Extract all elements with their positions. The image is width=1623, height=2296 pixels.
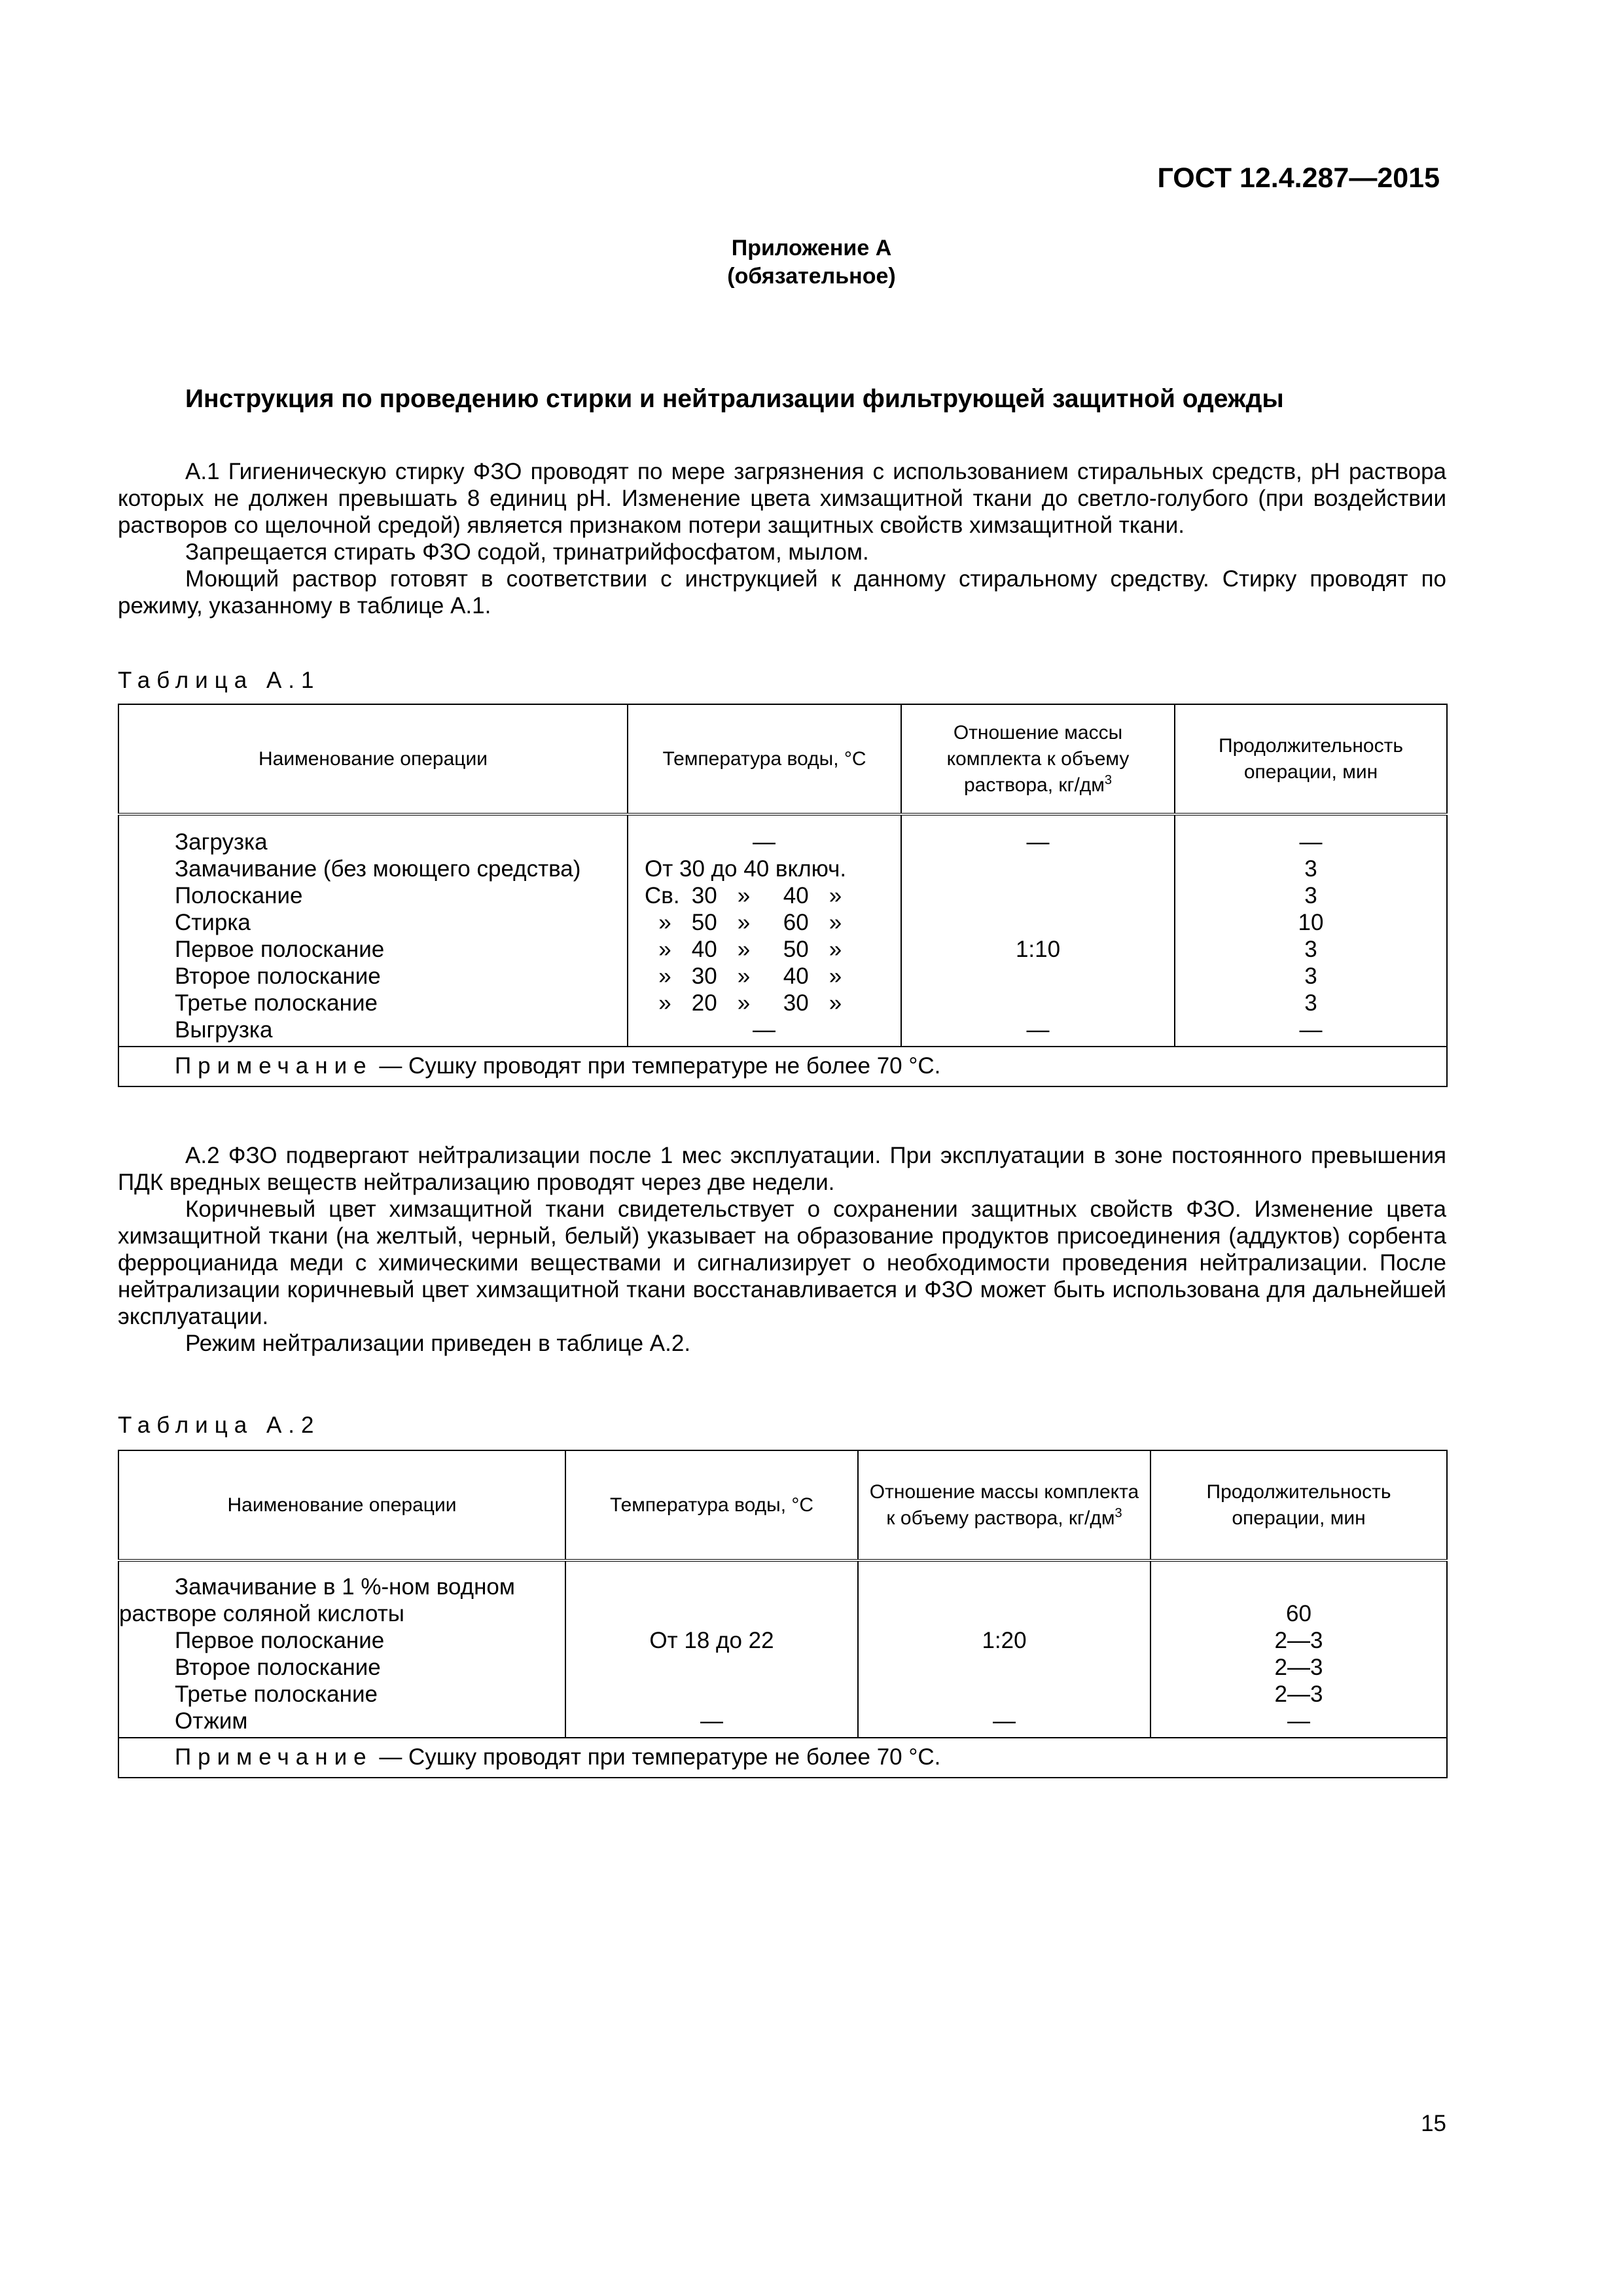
paragraph: А.2 ФЗО подвергают нейтрализации после 1 мес эксплуатации. При эксплуатации в зоне постоянного превышения ПДК вредных веществ нейтрализацию проводят через две недели. xyxy=(118,1143,1446,1195)
table-cell: 2—3 xyxy=(1274,1628,1323,1653)
table-cell: 3 xyxy=(1304,856,1317,882)
table-cell: 1:20 xyxy=(982,1628,1027,1653)
table-cell: — xyxy=(1299,829,1323,855)
temperature-cell xyxy=(628,814,901,1047)
table-cell: Второе полоскание xyxy=(175,963,381,989)
appendix-status: (обязательное) xyxy=(727,264,896,289)
column-header: Температура воды, °С xyxy=(565,1450,858,1560)
column-header: Наименование операции xyxy=(118,1450,565,1560)
table-cell: Загрузка xyxy=(175,829,268,855)
table-cell: Стирка xyxy=(175,910,251,935)
table-cell: 3 xyxy=(1304,990,1317,1016)
section-a2 xyxy=(118,1142,1446,1357)
column-header: Продолжительность операции, мин xyxy=(1175,704,1447,814)
column-header: Отношение массы комплекта к объему раствора, $кг/дм^3$ xyxy=(858,1450,1150,1560)
duration-cell xyxy=(1175,814,1447,1047)
table-cell: — xyxy=(753,829,776,855)
table-cell: Замачивание (без моющего средства) xyxy=(175,856,581,882)
table-cell: — xyxy=(1026,829,1050,855)
table-cell: 3 xyxy=(1304,963,1317,989)
appendix-title: Приложение А xyxy=(731,236,892,260)
table-cell: От 18 до 22 xyxy=(649,1628,774,1653)
table-a2 xyxy=(118,1450,1448,1778)
note-label: Примечание xyxy=(175,1053,373,1079)
table-cell: Второе полоскание xyxy=(175,1655,381,1680)
table-cell: От 30 до 40 включ. xyxy=(645,856,847,882)
table-cell: — xyxy=(993,1708,1016,1734)
paragraph: Запрещается стирать ФЗО содой, тринатрийфосфатом, мылом. xyxy=(185,539,869,565)
table-cell: Первое полоскание xyxy=(175,937,385,962)
ratio-cell xyxy=(901,814,1175,1047)
table-cell: 1:10 xyxy=(1015,937,1061,962)
table-cell: — xyxy=(700,1708,723,1734)
table-cell: 60 xyxy=(1286,1601,1311,1626)
table-a1-caption: Таблица А.1 xyxy=(118,668,321,693)
note-text: — Сушку проводят при температуре не более 70 °С. xyxy=(372,1744,941,1770)
table-a2-caption: Таблица А.2 xyxy=(118,1412,321,1438)
ratio-cell xyxy=(858,1560,1150,1738)
column-header: Продолжительность операции, мин xyxy=(1150,1450,1447,1560)
note-label: Примечание xyxy=(175,1744,373,1770)
table-cell: Св. 30 » 40 » xyxy=(645,883,842,908)
operations-cell xyxy=(118,814,628,1047)
table-cell: Третье полоскание xyxy=(175,1681,378,1707)
standard-code: ГОСТ 12.4.287—2015 xyxy=(1157,162,1440,194)
table-cell: 3 xyxy=(1304,883,1317,908)
page-number: 15 xyxy=(1421,2111,1446,2136)
paragraph: Коричневый цвет химзащитной ткани свидетельствует о сохранении защитных свойств ФЗО. Изменение цвета химзащитной ткани (на желтый, черный, белый) указывает на образование продуктов присоединения (аддуктов) сорбента ферроцианида меди с химическими веществами и сигнализирует о необходимости проведения нейтрализации. После нейтрализации коричневый цвет химзащитной ткани восстанавливается и ФЗО может быть использована для дальнейшей эксплуатации. xyxy=(118,1196,1446,1329)
table-cell: » 20 » 30 » xyxy=(658,990,842,1016)
column-header: Отношение массы комплекта к объему раствора, $кг/дм^3$ xyxy=(901,704,1175,814)
table-cell: 2—3 xyxy=(1274,1681,1323,1707)
document-title: Инструкция по проведению стирки и нейтрализации фильтрующей защитной одежды xyxy=(185,385,1284,413)
table-a1 xyxy=(118,704,1448,1087)
table-cell: Выгрузка xyxy=(175,1017,273,1043)
table-cell: Замачивание в 1 %-ном водном xyxy=(175,1574,515,1600)
note-text: — Сушку проводят при температуре не более 70 °С. xyxy=(372,1053,941,1079)
temperature-cell xyxy=(565,1560,858,1738)
table-cell: Первое полоскание xyxy=(175,1628,385,1653)
table-cell: 3 xyxy=(1304,937,1317,962)
table-cell: Третье полоскание xyxy=(175,990,378,1016)
table-cell: Полоскание xyxy=(175,883,303,908)
operations-cell xyxy=(118,1560,565,1738)
paragraph: Режим нейтрализации приведен в таблице А.2. xyxy=(185,1331,691,1356)
column-header: Температура воды, °С xyxy=(628,704,901,814)
table-cell: — xyxy=(753,1017,776,1043)
table-cell: — xyxy=(1287,1708,1310,1734)
table-cell: — xyxy=(1299,1017,1323,1043)
paragraph: Моющий раствор готовят в соответствии с инструкцией к данному стиральному средству. Стирку проводят по режиму, указанному в таблице А.1. xyxy=(118,566,1446,619)
table-note xyxy=(118,1738,1447,1778)
table-cell: 10 xyxy=(1298,910,1324,935)
table-cell: 2—3 xyxy=(1274,1655,1323,1680)
table-cell: Отжим xyxy=(175,1708,248,1734)
table-cell: растворе соляной кислоты xyxy=(119,1601,404,1626)
column-header: Наименование операции xyxy=(118,704,628,814)
duration-cell xyxy=(1150,1560,1447,1738)
section-a1 xyxy=(118,458,1446,619)
table-cell: — xyxy=(1026,1017,1050,1043)
table-note xyxy=(118,1047,1447,1086)
table-cell: » 30 » 40 » xyxy=(658,963,842,989)
paragraph: А.1 Гигиеническую стирку ФЗО проводят по мере загрязнения с использованием стиральных средств, рН раствора которых не должен превышать 8 единиц рН. Изменение цвета химзащитной ткани до светло-голубого (при воздействии растворов со щелочной средой) является признаком потери защитных свойств химзащитной ткани. xyxy=(118,459,1446,538)
table-cell: » 50 » 60 » xyxy=(658,910,842,935)
table-cell: » 40 » 50 » xyxy=(658,937,842,962)
